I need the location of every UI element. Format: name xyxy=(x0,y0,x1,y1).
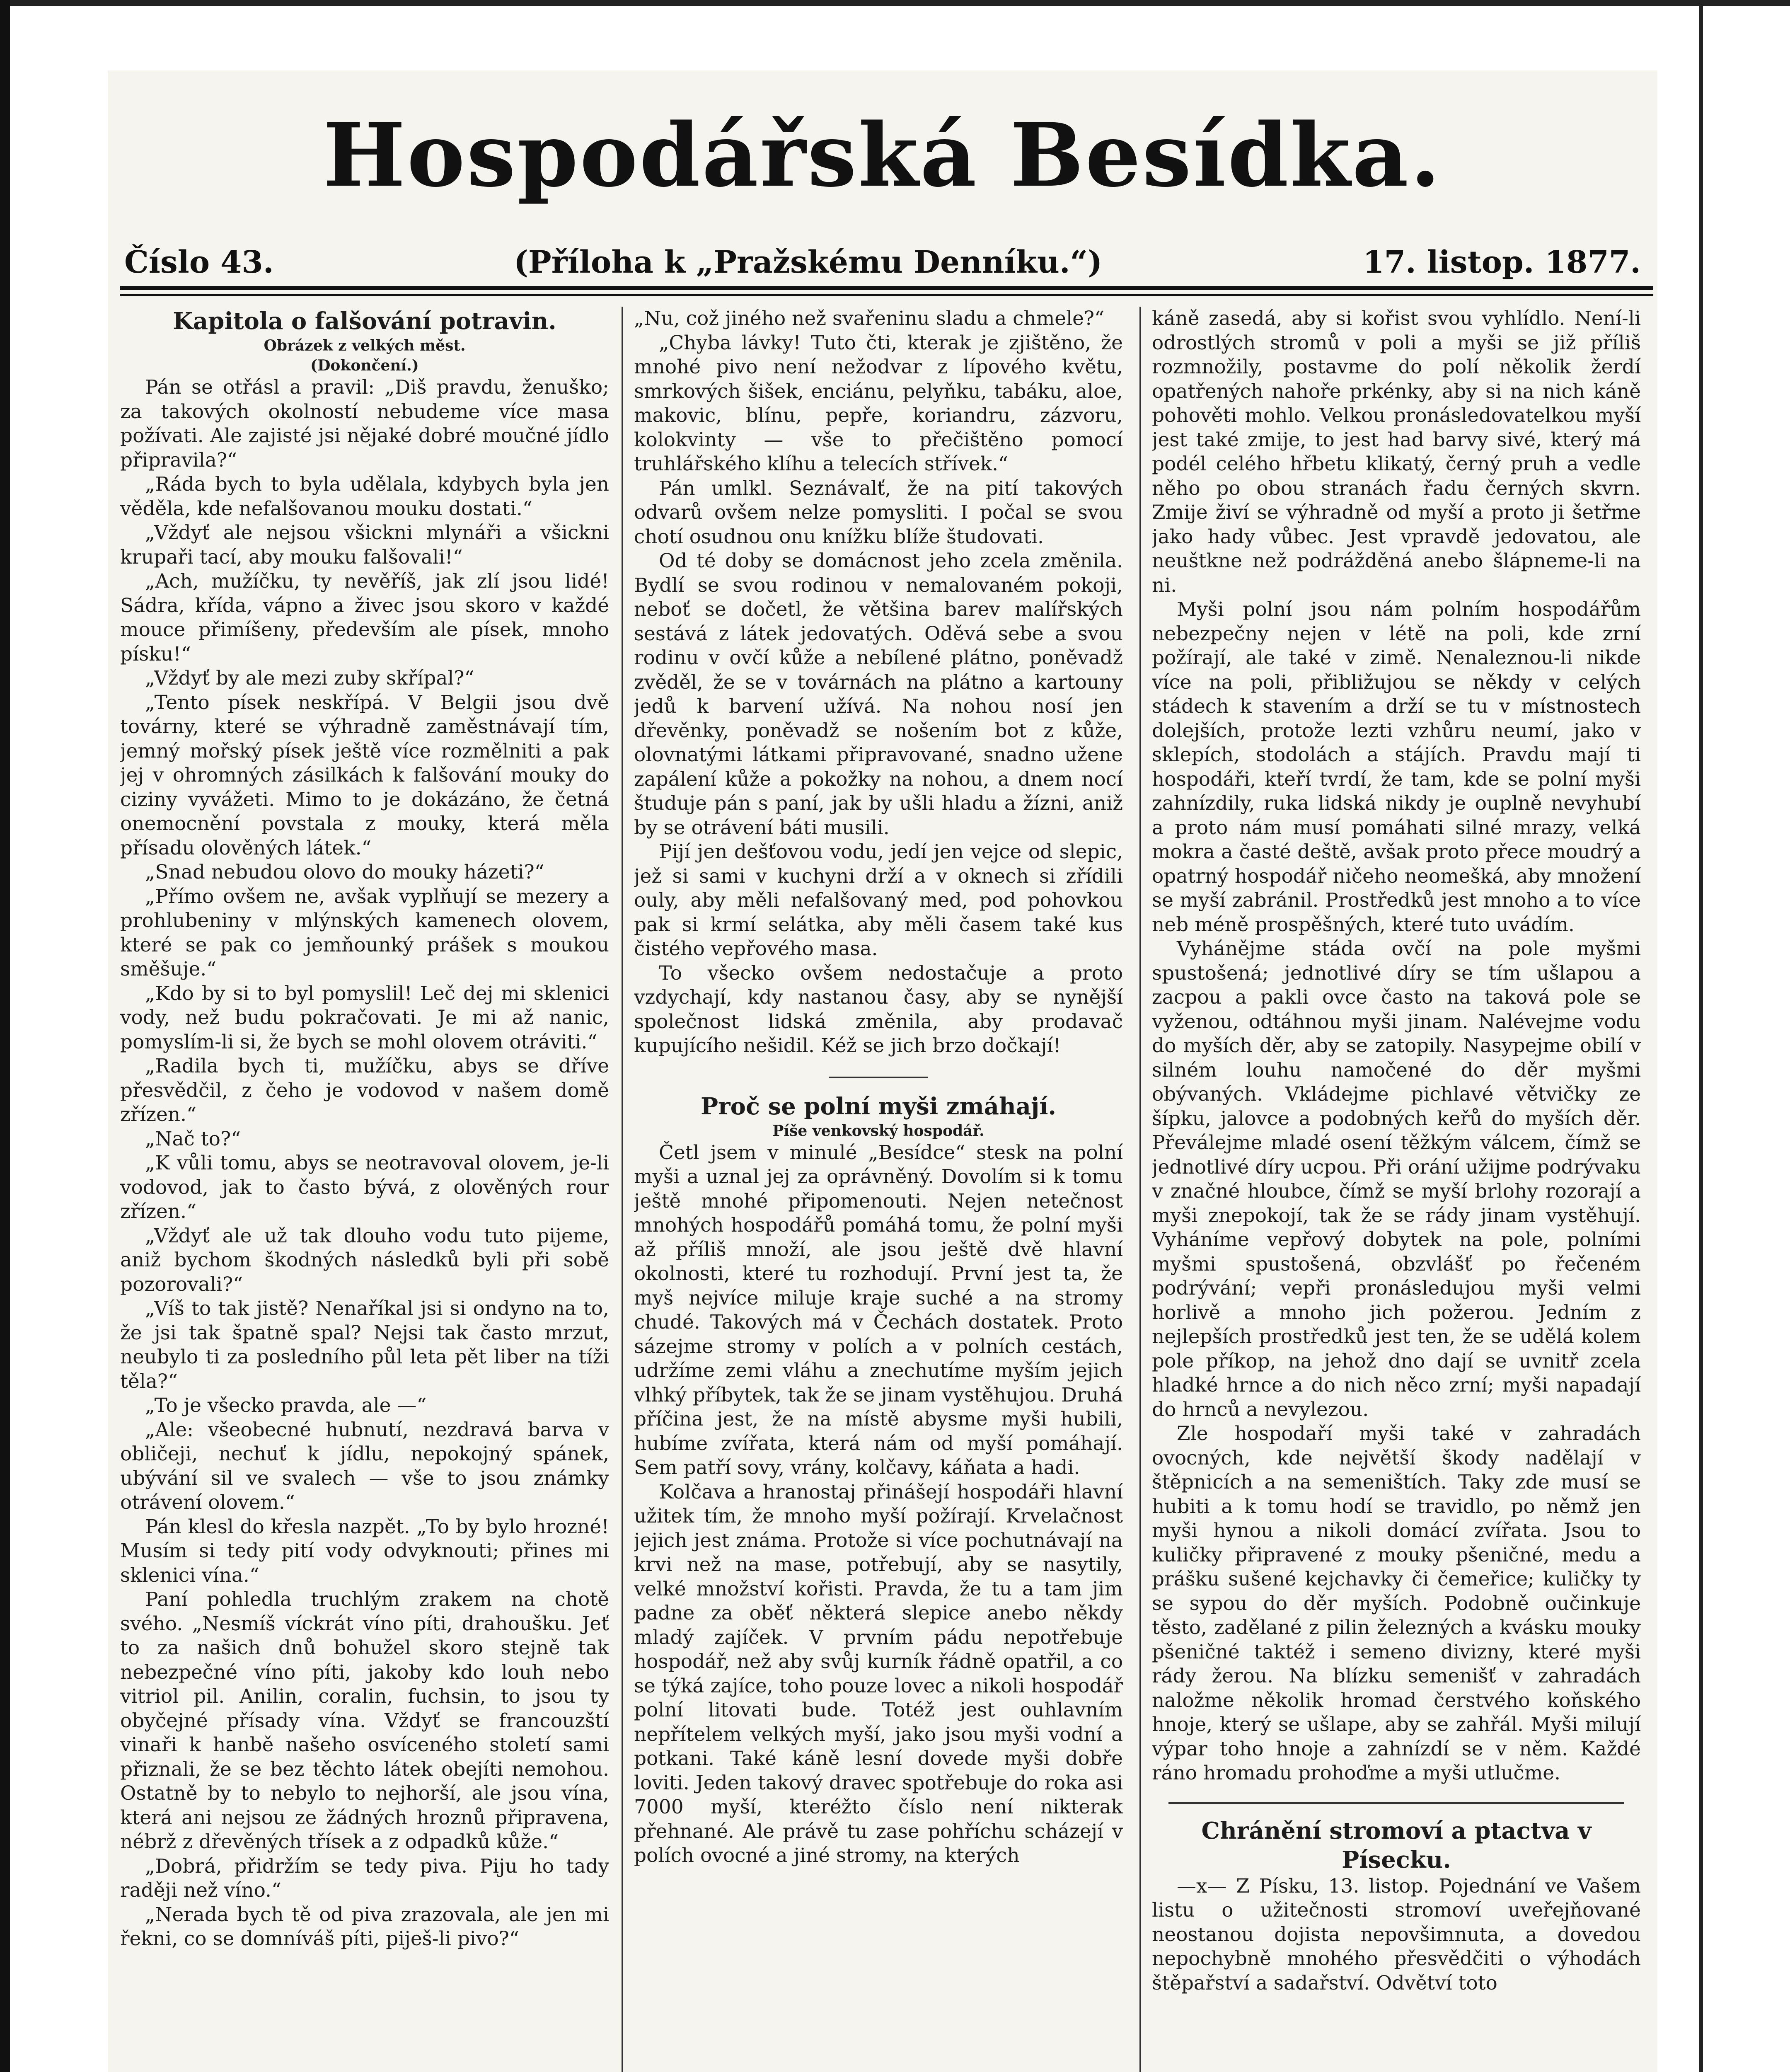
paragraph: „Ráda bych to byla udělala, kdybych byla jen věděla, kde nefalšovanou mouku dostati.“ xyxy=(120,473,609,520)
paragraph: Vyhánějme stáda ovčí na pole myšmi spustošená; jednotlivé díry se tím ušlapou a zacpou a pakli ovce často na taková pole se vyženou, odtáhnou myši jinam. Nalévejme vodu do myších děr, aby se zatopily. Nasypejme obilí v silném louhu namočené do děr myšmi obývaných. Vkládejme pichlavé větvičky ze šípku, jalovce a podobných keřů do myších děr. Převálejme mladé osení těžkým válcem, čímž se jednotlivé díry ucpou. Při orání užijme podrývaku v značné hloubce, čímž se myší brlohy rozorají a myši znepokojí, tak že se rády jinam vystěhují. Vyháníme vepřový dobytek na pole, polními myšmi spustošená, obzvlášť po řečeném podrývání; vepři pronásledujou myši velmi horlivě a mnoho jich požerou. Jedním z nejlepších prostředků jest ten, že se udělá kolem pole příkop, na jehož dno dají se uvnitř zcela hladké hrnce a do nich něco zrní; myši napadají do hrnců a nevylezou. xyxy=(1152,937,1641,1421)
paragraph: Zle hospodaří myši také v zahradách ovocných, kde největší škody nadělají v štěpnicích a na semeništích. Taky zde musí se hubiti a k tomu hodí se travidlo, po němž jen myši hynou a nikoli domácí zvířata. Jsou to kuličky připravené z mouky pšeničné, medu a prášku sušené kejchavky či čemeřice; kuličky ty se sypou do děr myších. Podobně oučinkuje těsto, zadělané z pilin železných a kvásku mouky pšeničné taktéž i semeno divizny, které myši rády žerou. Na blízku semenišť v zahradách naložme několik hromad čerstvého koňského hnoje, který se ušlape, aby se zahřál. Myši milují výpar toho hnoje a zahnízdí se v něm. Každé ráno hromadu prohoďme a myši utlučme. xyxy=(1152,1422,1641,1784)
paragraph: Pán se otřásl a pravil: „Diš pravdu, ženuško; za takových okolností nebudeme více masa požívati. Ale zajisté jsi nějaké dobré moučné jídlo připravila?“ xyxy=(120,376,609,472)
paragraph: „Tento písek neskřípá. V Belgii jsou dvě továrny, které se výhradně zaměstnávají tím, jemný mořský písek ještě více rozmělniti a pak jej v ohromných zásilkách k falšování mouky do ciziny vyvážeti. Mimo to je dokázáno, že četná onemocnění povstala z mouky, která měla přísadu olověných látek.“ xyxy=(120,691,609,859)
paragraph: „Nač to?“ xyxy=(145,1127,241,1150)
paragraph: „To je všecko pravda, ale —“ xyxy=(145,1394,427,1417)
column-1 xyxy=(120,307,609,2072)
paragraph: „Dobrá, přidržím se tedy piva. Piju ho tady raději než víno.“ xyxy=(120,1854,609,1902)
scan-border-right xyxy=(1699,0,1703,2072)
paragraph: „Ach, mužíčku, ty nevěříš, jak zlí jsou lidé! Sádra, křída, vápno a živec jsou skoro v každé mouce přimíšeny, především ale písek, mnoho písku!“ xyxy=(120,570,609,666)
article-separator xyxy=(1168,1802,1624,1804)
article-title: Proč se polní myši zmáhají. xyxy=(701,1092,1056,1120)
paragraph: —x— Z Písku, 13. listop. Pojednání ve Vašem listu o užitečnosti stromoví uveřejňované neostanou dojista nepovšimnuta, a dovedou nepochybně mnohého přesvědčiti o výhodách štěpařství a sadařství. Odvětví toto xyxy=(1152,1874,1641,1995)
column-2 xyxy=(634,307,1123,2072)
paragraph: Pán umlkl. Seznávalť, že na pití takových odvarů ovšem nelze pomysliti. I počal se svou chotí osudnou onu knížku blíže študovati. xyxy=(634,477,1123,548)
issue-date: 17. listop. 1877. xyxy=(1363,244,1641,280)
article-title: Kapitola o falšování potravin. xyxy=(173,307,556,335)
paragraph: „Snad nebudou olovo do mouky házeti?“ xyxy=(145,861,544,884)
paragraph: „Přímo ovšem ne, avšak vyplňují se mezery a prohlubeniny v mlýnských kamenech olovem, které se pak co jemňounký prášek s moukou směšuje.“ xyxy=(120,885,609,980)
paragraph: Pán klesl do křesla nazpět. „To by bylo hrozné! Musím si tedy pití vody odvyknouti; přines mi sklenici vína.“ xyxy=(120,1515,609,1587)
paragraph: „Chyba lávky! Tuto čti, kterak je zjištěno, že mnohé pivo není nežodvar z lípového květu, smrkových šišek, enciánu, pelyňku, tabáku, aloe, makovic, blínu, pepře, koriandru, zázvoru, kolokvinty — vše to přečištěno pomocí truhlářského klíhu a telecích střívek.“ xyxy=(634,331,1123,475)
issue-line xyxy=(108,244,1657,282)
paragraph: „Vždyť ale už tak dlouho vodu tuto pijeme, aniž bychom škodných následků byli při sobě pozorovali?“ xyxy=(120,1224,609,1296)
paragraph: „Nerada bych tě od piva zrazovala, ale jen mi řekni, co se domníváš píti, piješ-li pivo?“ xyxy=(120,1903,609,1950)
paragraph: káně zasedá, aby si kořist svou vyhlídlo. Není-li odrostlých stromů v poli a myši se již příliš rozmnožily, postavme do polí několik žerdí opatřených nahoře prkénky, aby si na nich káně pohověti mohlo. Velkou pronásledovatelkou myší jest také zmije, to jest had barvy sivé, který má podél celého hřbetu klikatý, černý pruh a vedle něho po obou stranách řadu černých skvrn. Zmije živí se výhradně od myší a proto ji šetřme jako hady vůbec. Jest vpravdě jedovatou, ale neuštkne než podrážděná anebo šlápneme-li na ni. xyxy=(1152,307,1641,597)
scan-border-left xyxy=(0,0,10,2072)
paragraph: To všecko ovšem nedostačuje a proto vzdychají, kdy nastanou časy, aby se nynější společnost lidská změnila, aby prodavač kupujícího nešidil. Kéž se jich brzo dočkají! xyxy=(634,961,1123,1057)
article-title: Chránění stromoví a ptactva v Písecku. xyxy=(1201,1817,1592,1874)
scan-border-top xyxy=(0,0,1790,6)
paragraph: „Víš to tak jistě? Nenaříkal jsi si ondyno na to, že jsi tak špatně spal? Nejsi tak často mrzut, neubylo ti za posledního půl leta pět liber na tíži těla?“ xyxy=(120,1297,609,1393)
paragraph: „Vždyť ale nejsou všickni mlynáři a všickni krupaři tací, aby mouku falšovali!“ xyxy=(120,521,609,569)
paragraph: Kolčava a hranostaj přinášejí hospodáři hlavní užitek tím, že mnoho myší požírají. Krvelačnost jejich jest známa. Protože si více pochutnávají na krvi než na mase, potřebují, aby se nasytily, velké množství kořisti. Pravda, že tu a tam jim padne za oběť některá slepice anebo někdy mladý zajíček. V prvním pádu nepotřebuje hospodář, než aby svůj kurník řádně opatřil, a co se týká zajíce, toho pouze lovec a nikoli hospodář polní litovati bude. Totéž jest ouhlavním nepřítelem velkých myší, jako jsou myši vodní a potkani. Také káně lesní dovede myši dobře loviti. Jeden takový dravec spotřebuje do roka asi 7000 myší, kteréžto číslo není nikterak přehnané. Ale právě tu zase pohříchu scházejí v polích ovocné a jiné stromy, na kterých xyxy=(634,1480,1123,1867)
paragraph: „Vždyť by ale mezi zuby skřípal?“ xyxy=(145,667,474,690)
paragraph: Pijí jen dešťovou vodu, jedí jen vejce od slepic, jež si sami v kuchyni drží a v oknech si zřídili ouly, aby měli nefalšovaný med, pod pohovkou pak si krmí selátka, aby měli časem také kus čistého vepřového masa. xyxy=(634,840,1123,960)
article-separator xyxy=(829,1077,928,1078)
paragraph: Od té doby se domácnost jeho zcela změnila. Bydlí se svou rodinou v nemalovaném pokoji, neboť se dočetl, že většina barev malířských sestává z látek jedovatých. Oděvá sebe a svou rodinu v ovčí kůže a nebílené plátno, poněvadž zvěděl, že se v továrnách na plátno a kartouny jedů k barvení užívá. Na nohou nosí jen dřevěnky, poněvadž se nošením bot z kůže, olovnatými látkami připravované, snadno užene zapálení kůže a pokožky na nohou, a dnem nocí študuje pán s paní, jak by ušli hladu a žízni, aniž by se otrávení báti musili. xyxy=(634,549,1123,839)
paragraph: Paní pohledla truchlým zrakem na chotě svého. „Nesmíš víckrát víno píti, drahoušku. Jeť to za našich dnů bohužel skoro stejně tak nebezpečné víno píti, jakoby kdo louh nebo vitriol pil. Anilin, coralin, fuchsin, to jsou ty obyčejné přísady vína. Vždyť se francouzští vinaři k hanbě našeho osvíceného století sami přiznali, že se bez těchto látek obejíti nemohou. Ostatně by to nebylo to nejhorší, ale jsou vína, která ani nejsou ze žádných hroznů připravena, nébrž z dřevěných třísek a z odpadků kůže.“ xyxy=(120,1588,609,1853)
newspaper-page xyxy=(108,70,1657,2072)
article-byline: Píše venkovský hospodář. xyxy=(772,1122,984,1140)
column-3 xyxy=(1152,307,1641,2072)
paragraph: „Nu, což jiného než svařeninu sladu a chmele?“ xyxy=(634,307,1105,330)
continuation-note: (Dokončení.) xyxy=(310,357,419,374)
header-rule-thin xyxy=(120,294,1653,296)
paragraph: „K vůli tomu, abys se neotravoval olovem, je-li vodovod, jak to často bývá, z olověných rour zřízen.“ xyxy=(120,1152,609,1223)
column-divider xyxy=(1139,307,1141,2072)
paragraph: „Ale: všeobecné hubnutí, nezdravá barva v obličeji, nechuť k jídlu, nepokojný spánek, ubývání sil ve svalech — vše to jsou známky otrávení olovem.“ xyxy=(120,1418,609,1514)
issue-number: Číslo 43. xyxy=(124,244,274,280)
article-subtitle: Obrázek z velkých měst. xyxy=(264,337,466,354)
paragraph: Četl jsem v minulé „Besídce“ stesk na polní myši a uznal jej za oprávněný. Dovolím si k tomu ještě mnohé připomenouti. Nejen netečnost mnohých hospodářů pomáhá tomu, že polní myši až příliš množí, ale jsou ještě dvě hlavní okolnosti, které tu rozhodují. První jest ta, že myš nejvíce miluje kraje suché a na stromy chudé. Takových má v Čechách dostatek. Proto sázejme stromy v polích a v polních cestách, udržíme zemi vláhu a znechutíme myším jejich vlhký příbytek, tak že se jinam vystěhujou. Druhá příčina jest, že na místě abysme myši hubili, hubíme zvířata, která nám od myší pomáhají. Sem patří sovy, vrány, kolčavy, káňata a hadi. xyxy=(634,1141,1123,1479)
paragraph: „Kdo by si to byl pomyslil! Leč dej mi sklenici vody, než budu pokračovati. Je mi až nanic, pomyslím-li si, že bych se mohl olovem otráviti.“ xyxy=(120,982,609,1053)
paragraph: Myši polní jsou nám polním hospodářům nebezpečny nejen v létě na poli, kde zrní požírají, ale také v zimě. Nenaleznou-li nikde více na poli, přibližujou se někdy v celých stádech k stavením a drží se tu v místnostech dolejších, protože lezti vzhůru neumí, jako v sklepích, stodolách a stájích. Pravdu mají ti hospodáři, kteří tvrdí, že tam, kde se polní myši zahnízdily, ruka lidská nikdy je ouplně nevyhubí a proto nám musí pomáhati silné mrazy, velká mokra a časté deště, avšak proto přece moudrý a opatrný hospodář ničeho neomešká, aby množení se myší zabránil. Prostředků jest mnoho a to více neb méně prospěšných, které tuto uvádím. xyxy=(1152,598,1641,936)
header-rule-thick xyxy=(120,286,1653,290)
column-divider xyxy=(622,307,623,2072)
newspaper-title: Hospodářská Besídka. xyxy=(323,104,1442,206)
paragraph: „Radila bych ti, mužíčku, abys se dříve přesvědčil, z čeho je vodovod v našem domě zřízen.“ xyxy=(120,1055,609,1126)
supplement-note: (Příloha k „Pražskému Denníku.“) xyxy=(514,244,1103,280)
